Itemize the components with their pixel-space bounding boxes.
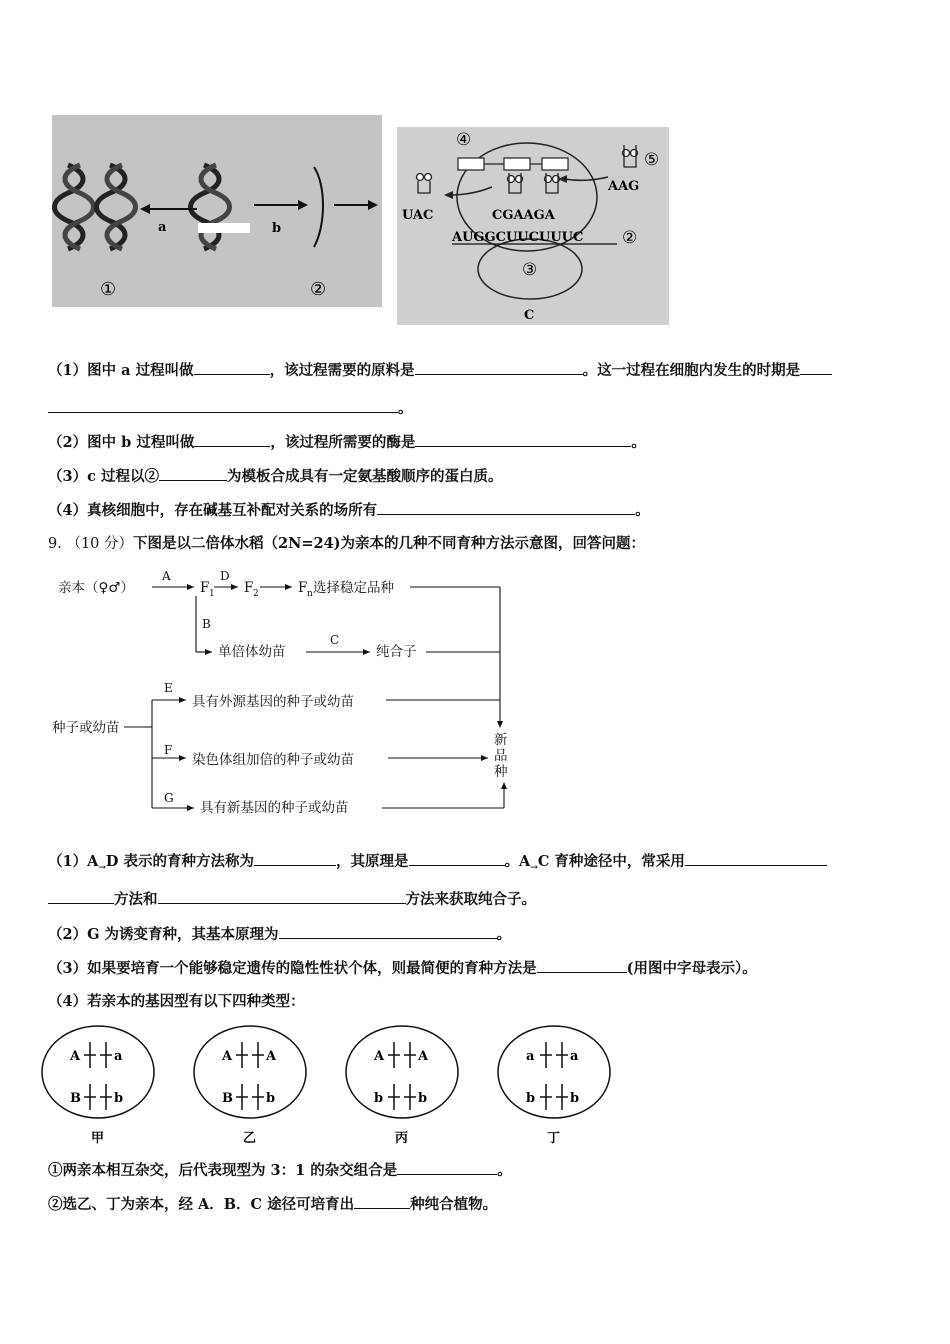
new-variety-1: 新 xyxy=(494,732,508,748)
gene-r1: a xyxy=(570,1049,579,1064)
label-G: G xyxy=(164,791,174,805)
cell-name: 丙 xyxy=(395,1131,409,1146)
gene-r2: b xyxy=(570,1091,580,1106)
label-b: b xyxy=(272,221,282,236)
q9-4-sub2: ②选乙、丁为亲本，经 A．B．C 途径可培育出 种纯合植物。 xyxy=(48,1196,498,1213)
svg-text:2: 2 xyxy=(253,589,259,599)
q9-1: $(1)A_\to D$ 表示的育种方法称为 ，其原理是 。$A_\to C$ 育种途径中，常采用 xyxy=(48,851,827,878)
q9-4: （4）若亲本的基因型有以下四种类型： xyxy=(48,993,305,1010)
q9-title: 9. （10 分）下图是以二倍体水稻（2N=24)为亲本的几种不同育种方法示意图，回答问题： xyxy=(48,535,646,552)
q8-1-cont: 。 xyxy=(48,398,413,419)
gene-l1: A xyxy=(374,1049,385,1064)
label-F: F xyxy=(164,743,173,757)
breeding-flowchart xyxy=(48,562,518,824)
g-text: 具有新基因的种子或幼苗 xyxy=(200,800,349,816)
gene-r2: b xyxy=(114,1091,124,1106)
codon-uac: UAC xyxy=(402,208,434,223)
label-3: ③ xyxy=(522,260,538,280)
gene-l2: b xyxy=(374,1091,384,1106)
gene-l1: A xyxy=(222,1049,233,1064)
gene-r1: a xyxy=(114,1049,123,1064)
f-text: 染色体组加倍的种子或幼苗 xyxy=(192,752,354,768)
gene-l2: B xyxy=(70,1091,81,1106)
cell-2 xyxy=(194,1026,306,1146)
label-4: ④ xyxy=(456,130,472,150)
label-D: D xyxy=(220,569,230,583)
cell-name: 乙 xyxy=(243,1131,257,1146)
label-c: C xyxy=(524,308,535,323)
q9-2: （2）G 为诱变育种，其基本原理为 。 xyxy=(48,926,512,943)
q9-4-sub1: ①两亲本相互杂交，后代表现型为 3：1 的杂交组合是 。 xyxy=(48,1162,512,1179)
label-a: a xyxy=(158,220,167,235)
label-5: ⑤ xyxy=(644,150,660,170)
seed-label: 种子或幼苗 xyxy=(52,720,120,736)
gene-l1: A xyxy=(70,1049,81,1064)
label-E: E xyxy=(164,681,173,695)
gene-r1: A xyxy=(418,1049,429,1064)
q8-3: （3）c 过程以② 为模板合成具有一定氨基酸顺序的蛋白质。 xyxy=(48,468,503,485)
svg-text:1: 1 xyxy=(209,589,215,599)
homozygote-label: 纯合子 xyxy=(376,644,417,660)
genotype-cells xyxy=(40,1024,630,1148)
q9-1-cont: 方法和 方法来获取纯合子。 xyxy=(48,889,536,910)
label-2-right: ② xyxy=(622,228,638,248)
label-C: C xyxy=(330,633,340,647)
white-patch xyxy=(198,223,250,233)
svg-text:n: n xyxy=(307,589,313,599)
f2-label: F xyxy=(244,580,254,596)
cell-3 xyxy=(346,1026,458,1146)
q8-1: （1）图中 a 过程叫做 ，该过程需要的原料是 。这一过程在细胞内发生的时期是 xyxy=(48,360,832,381)
cell-1 xyxy=(42,1026,154,1146)
q9-3: （3）如果要培育一个能够稳定遗传的隐性性状个体，则最简便的育种方法是 (用图中字母表示）。 xyxy=(48,960,757,977)
gene-l2: b xyxy=(526,1091,536,1106)
e-text: 具有外源基因的种子或幼苗 xyxy=(192,694,354,710)
label-2: ② xyxy=(310,279,327,300)
fn-label: F xyxy=(298,580,308,596)
gene-l1: a xyxy=(526,1049,535,1064)
cell-name: 甲 xyxy=(91,1131,105,1146)
gene-r1: A xyxy=(266,1049,277,1064)
new-variety-3: 种 xyxy=(494,764,508,780)
codon-cgaaga: CGAAGA xyxy=(492,208,555,223)
codon-aag: AAG xyxy=(608,179,640,194)
gene-l2: B xyxy=(222,1091,233,1106)
gene-r2: b xyxy=(418,1091,428,1106)
q8-4: （4）真核细胞中，存在碱基互补配对关系的场所有 。 xyxy=(48,502,650,519)
cell-name: 丁 xyxy=(547,1131,561,1146)
label-1: ① xyxy=(100,279,117,300)
haploid-label: 单倍体幼苗 xyxy=(218,644,286,660)
label-B: B xyxy=(202,617,211,631)
mrna-sequence: AUGGCUUCUUUC xyxy=(452,230,584,245)
fn-text: 选择稳定品种 xyxy=(313,580,394,596)
gene-r2: b xyxy=(266,1091,276,1106)
figure-dna-processes xyxy=(52,115,670,327)
f1-label: F xyxy=(200,580,210,596)
label-A: A xyxy=(162,569,171,583)
q8-2: （2）图中 b 过程叫做 ，该过程所需要的酶是 。 xyxy=(48,434,646,451)
cell-4 xyxy=(498,1026,610,1146)
parent-label: 亲本（♀♂） xyxy=(58,580,134,596)
new-variety-2: 品 xyxy=(494,748,508,764)
